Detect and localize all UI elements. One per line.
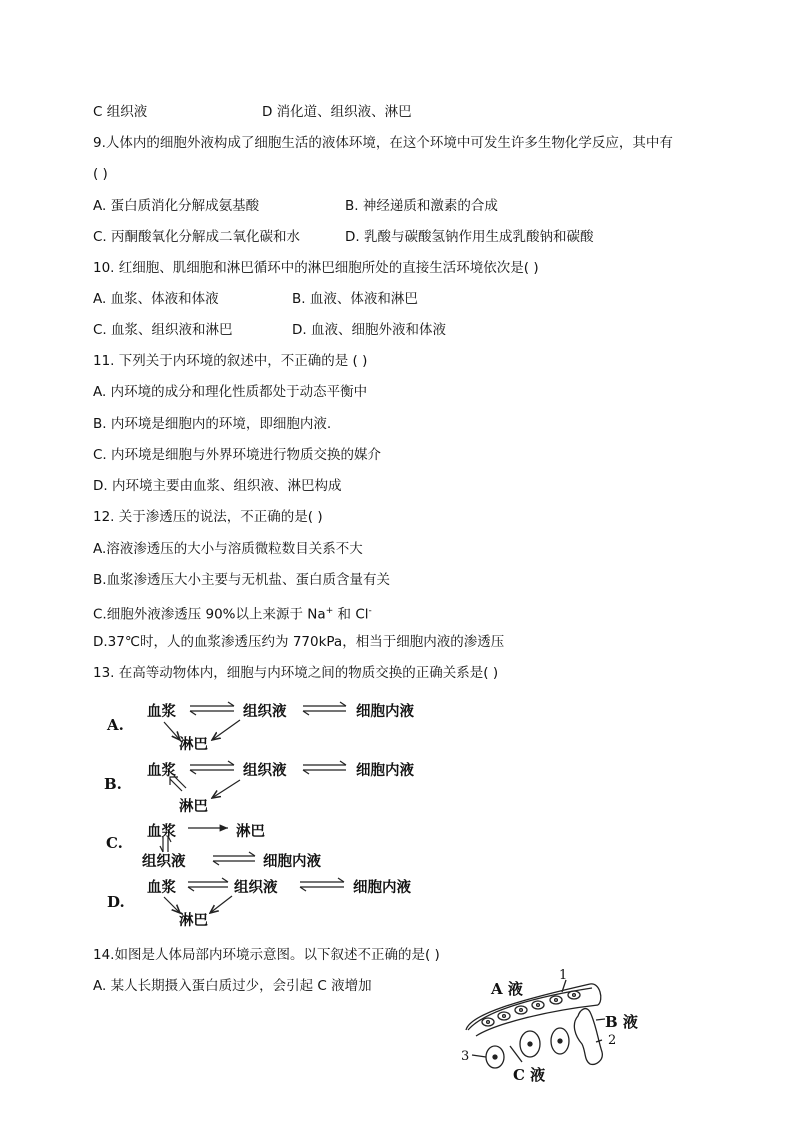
question-9-option-a: A. 蛋白质消化分解成氨基酸	[93, 198, 260, 214]
question-9-paren: ( )	[93, 166, 108, 182]
diagram-b-lymph: 淋巴	[179, 798, 208, 815]
diagram-a-lymph: 淋巴	[179, 736, 208, 753]
answer-option-d: D 消化道、组织液、淋巴	[262, 104, 412, 120]
question-9-option-d: D. 乳酸与碳酸氢钠作用生成乳酸钠和碳酸	[345, 229, 594, 245]
question-11-option-c: C. 内环境是细胞与外界环境进行物质交换的媒介	[93, 447, 382, 463]
question-12-option-d: D.37℃时，人的血浆渗透压约为 770kPa，相当于细胞内液的渗透压	[93, 634, 505, 650]
question-11-option-b: B. 内环境是细胞内的环境，即细胞内液.	[93, 416, 332, 432]
figure-label-c-fluid: C 液	[513, 1066, 546, 1084]
question-9-option-c: C. 丙酮酸氧化分解成二氧化碳和水	[93, 229, 301, 245]
diagram-a-plasma: 血浆	[147, 703, 176, 720]
question-14-option-a: A. 某人长期摄入蛋白质过少，会引起 C 液增加	[93, 978, 372, 994]
capillary-end	[590, 984, 601, 1005]
diagram-d-label: D.	[107, 893, 125, 911]
answer-option-c: C 组织液	[93, 104, 148, 120]
red-blood-cells	[482, 991, 580, 1026]
question-9-stem: 9.人体内的细胞外液构成了细胞生活的液体环境，在这个环境中可发生许多生物化学反应，其中有	[93, 135, 673, 151]
figure-number-2: 2	[608, 1033, 617, 1048]
question-11-stem: 11. 下列关于内环境的叙述中，不正确的是 ( )	[93, 353, 368, 369]
diagram-d-intracellular-fluid: 细胞内液	[353, 879, 411, 896]
diagram-c-label: C.	[106, 834, 123, 852]
question-12-option-c: C.细胞外液渗透压 90%以上来源于 Na+ 和 Cl-	[93, 606, 372, 623]
figure-number-3: 3	[461, 1049, 470, 1064]
question-10-stem: 10. 红细胞、肌细胞和淋巴循环中的淋巴细胞所处的直接生活环境依次是( )	[93, 260, 539, 276]
figure-number-1: 1	[559, 968, 568, 983]
question-12-option-b: B.血浆渗透压大小主要与无机盐、蛋白质含量有关	[93, 572, 391, 588]
tissue-cells	[486, 1028, 569, 1068]
diagram-b-label: B.	[104, 775, 122, 793]
figure-label-a-fluid: A 液	[491, 980, 523, 998]
question-10-option-d: D. 血液、细胞外液和体液	[292, 322, 446, 338]
question-10-option-b: B. 血液、体液和淋巴	[292, 291, 418, 307]
question-9-option-b: B. 神经递质和激素的合成	[345, 198, 498, 214]
figure-label-b-fluid: B 液	[605, 1013, 638, 1031]
diagram-c-intracellular-fluid: 细胞内液	[263, 853, 321, 870]
diagram-b-intracellular-fluid: 细胞内液	[356, 762, 414, 779]
diagram-d-tissue-fluid: 组织液	[234, 879, 278, 896]
diagram-a-tissue-fluid: 组织液	[243, 703, 287, 720]
diagram-d-plasma: 血浆	[147, 879, 176, 896]
question-12-option-a: A.溶液渗透压的大小与溶质微粒数目关系不大	[93, 541, 363, 557]
question-11-option-a: A. 内环境的成分和理化性质都处于动态平衡中	[93, 384, 368, 400]
diagram-c-plasma: 血浆	[147, 823, 176, 840]
question-13-stem: 13. 在高等动物体内，细胞与内环境之间的物质交换的正确关系是( )	[93, 665, 499, 681]
question-12-stem: 12. 关于渗透压的说法，不正确的是( )	[93, 509, 323, 525]
diagram-b-plasma: 血浆	[147, 762, 176, 779]
diagram-a-label: A.	[107, 716, 124, 734]
question-10-option-c: C. 血浆、组织液和淋巴	[93, 322, 233, 338]
diagram-c-lymph: 淋巴	[236, 823, 265, 840]
question-10-option-a: A. 血浆、体液和体液	[93, 291, 219, 307]
diagram-b-tissue-fluid: 组织液	[243, 762, 287, 779]
pointer-3	[472, 1055, 486, 1057]
diagram-c-tissue-fluid: 组织液	[142, 853, 186, 870]
question-14-stem: 14.如图是人体局部内环境示意图。以下叙述不正确的是( )	[93, 947, 440, 963]
pointer-b	[596, 1019, 605, 1020]
diagram-a-intracellular-fluid: 细胞内液	[356, 703, 414, 720]
diagram-d-lymph: 淋巴	[179, 912, 208, 929]
question-11-option-d: D. 内环境主要由血浆、组织液、淋巴构成	[93, 478, 342, 494]
lymph-capillary	[574, 1009, 602, 1065]
